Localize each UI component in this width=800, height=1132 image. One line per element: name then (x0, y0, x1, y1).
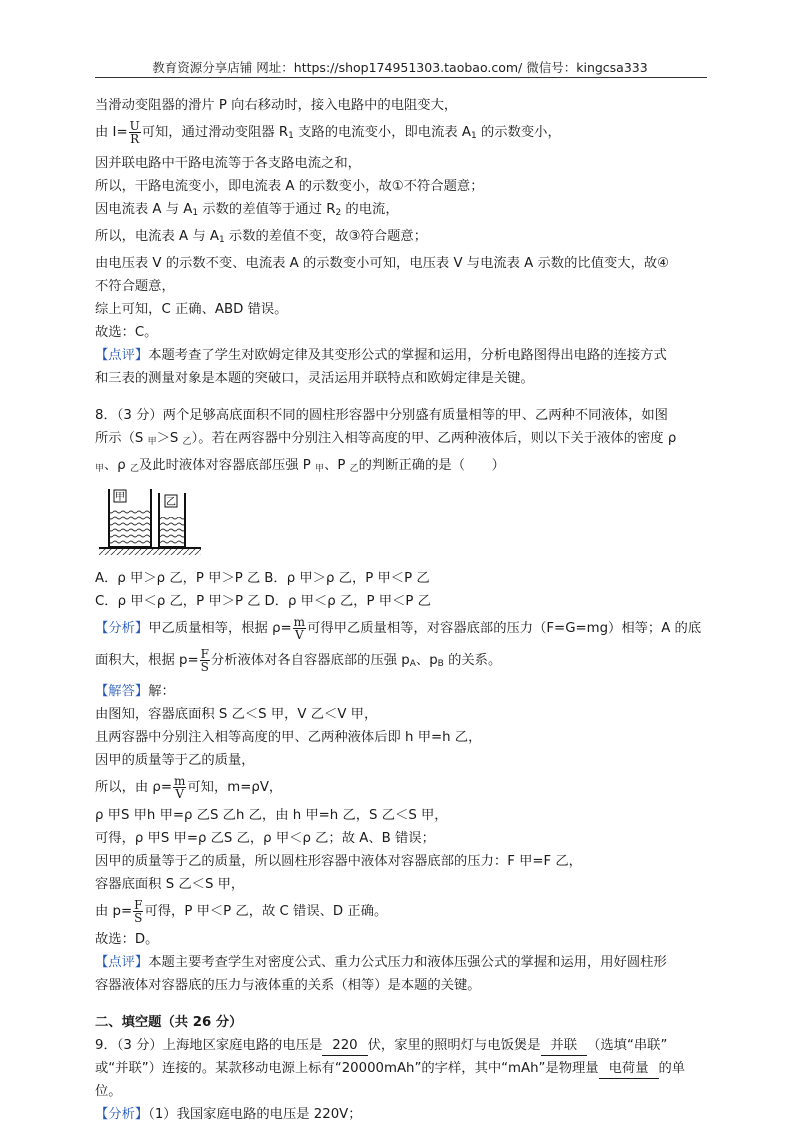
q8-options-row (95, 567, 707, 590)
q8-solution: 故选：D。 (95, 932, 159, 947)
document-body (95, 94, 707, 1126)
q9-stem: 9．（3 分）上海地区家庭电路的电压是 220 伏，家里的照明灯与电饭煲是 并联 （选填“串联” (95, 1034, 707, 1057)
q7-line: 所以，电流表 A 与 $A_1$ 示数的差值不变，故③符合题意； (95, 229, 427, 245)
q8-solution: 容器底面积 S 乙＜S 甲， (95, 877, 245, 892)
liquid-jia (109, 509, 151, 547)
q7-line: 所以，干路电流变小，即电流表 A 的示数变小，故①不符合题意； (95, 179, 484, 194)
header-divider (95, 77, 707, 78)
label-jia: 甲 (115, 492, 125, 503)
answer-blank: 并联 (541, 1037, 588, 1056)
containers-figure (97, 485, 707, 561)
q7-line: 不符合题意， (95, 279, 175, 294)
label-yi: 乙 (166, 497, 176, 508)
q7-line: 因电流表 A 与 $A_1$ 示数的差值等于通过 $R_2$ 的电流， (95, 202, 399, 218)
analysis-tag: 【分析】 (95, 1107, 149, 1122)
q8-solution: 【解答】解： (95, 684, 175, 699)
q7-comment: 【点评】本题考查了学生对欧姆定律及其变形公式的掌握和运用，分析电路图得出电路的连接方式 (95, 348, 667, 363)
fraction: $\frac{m}{V}$ (293, 614, 306, 642)
ground-hatch (99, 549, 201, 555)
fraction: $\frac{U}{R}$ (129, 118, 140, 146)
q7-comment: 和三表的测量对象是本题的突破口，灵活运用并联特点和欧姆定律是关键。 (95, 371, 534, 386)
answer-blank: 电荷量 (599, 1060, 659, 1079)
option-b: B．ρ 甲＞ρ 乙，P 甲＜P 乙 (264, 571, 430, 586)
q8-stem: $_甲$、ρ $_乙$及此时液体对容器底部压强 P $_甲$、P $_乙$的判断正确的是（ ） (95, 458, 505, 474)
fraction: $\frac{F}{S}$ (200, 646, 209, 674)
q8-stem: 8．（3 分）两个足够高底面积不同的圆柱形容器中分别盛有质量相等的甲、乙两种不同液体，如图 (95, 408, 668, 423)
q7-line: 由电压表 V 的示数不变、电流表 A 的示数变小可知，电压表 V 与电流表 A 示数的比值变大，故④ (95, 256, 670, 271)
solution-tag: 【解答】 (95, 684, 149, 699)
q7-line: 当滑动变阻器的滑片 P 向右移动时，接入电路中的电阻变大， (95, 98, 458, 113)
analysis-tag: 【分析】 (95, 621, 149, 636)
option-a: A．ρ 甲＞ρ 乙，P 甲＞P 乙 (95, 571, 261, 586)
q9-analysis: 【分析】（1）我国家庭电路的电压是 220V； (95, 1107, 362, 1122)
liquid-yi (159, 517, 185, 547)
comment-tag: 【点评】 (95, 955, 149, 970)
q8-comment: 容器液体对容器底的压力与液体重的关系（相等）是本题的关键。 (95, 978, 481, 993)
page-header: 教育资源分享店铺 网址：https://shop174951303.taobao.com/ 微信号：kingcsa333 (152, 60, 648, 75)
comment-tag: 【点评】 (95, 348, 149, 363)
q8-solution: 所以，由 ρ= $\frac{m}{V}$ 可知，m=ρV， (95, 773, 283, 801)
q8-solution: 由 p= $\frac{F}{S}$ 可得，P 甲＜P 乙，故 C 错误、D 正确。 (95, 897, 388, 925)
q8-analysis: 【分析】甲乙质量相等，根据 ρ= $\frac{m}{V}$ 可得甲乙质量相等，对容器底部的压力（F=G=mg）相等；A 的底 (95, 614, 702, 642)
option-d: D．ρ 甲＜ρ 乙，P 甲＜P 乙 (264, 594, 431, 609)
containers-diagram (97, 485, 207, 557)
q8-comment: 【点评】本题主要考查学生对密度公式、重力公式压力和液体压强公式的掌握和运用，用好圆柱形 (95, 955, 667, 970)
q8-solution: 因甲的质量等于乙的质量，所以圆柱形容器中液体对容器底部的压力：F 甲=F 乙， (95, 854, 582, 869)
option-c: C．ρ 甲＜ρ 乙，P 甲＞P 乙 (95, 594, 261, 609)
q8-solution: 可得，ρ 甲S 甲=ρ 乙S 乙，ρ 甲＜ρ 乙；故 A、B 错误； (95, 831, 435, 846)
q9-stem: 位。 (95, 1084, 122, 1099)
q8-solution: 因甲的质量等于乙的质量， (95, 753, 255, 768)
q8-solution: 且两容器中分别注入相等高度的甲、乙两种液体后即 h 甲=h 乙， (95, 730, 482, 745)
q9-stem: 或“并联”）连接的。某款移动电源上标有“20000mAh”的字样，其中“mAh”是物理量 电荷量 的单 (95, 1057, 707, 1080)
fraction: $\frac{F}{S}$ (134, 897, 143, 925)
q8-stem: 所示（S $_甲$＞S $_乙$）。若在两容器中分别注入相等高度的甲、乙两种液体后，则以下关于液体的密度 ρ (95, 431, 677, 447)
answer-blank: 220 (322, 1037, 367, 1056)
section-title: 二、填空题（共 26 分） (95, 1015, 243, 1030)
q8-solution: ρ 甲S 甲h 甲=ρ 乙S 乙h 乙，由 h 甲=h 乙，S 乙＜S 甲， (95, 808, 448, 823)
q8-solution: 由图知，容器底面积 S 乙＜S 甲，V 乙＜V 甲， (95, 707, 378, 722)
q7-line: 综上可知，C 正确、ABD 错误。 (95, 302, 288, 317)
q7-line: 故选：C。 (95, 325, 158, 340)
fraction: $\frac{m}{V}$ (174, 773, 186, 801)
q8-options-row (95, 590, 707, 613)
q7-line: 因并联电路中干路电流等于各支路电流之和， (95, 156, 361, 171)
q7-line: 由 I= $\frac{U}{R}$ 可知，通过滑动变阻器 $R_1$ 支路的电流变小，即电流表 $A_1$ 的示数变小， (95, 118, 561, 146)
q8-analysis: 面积大，根据 p= $\frac{F}{S}$ 分析液体对各自容器底部的压强 $p_A$、$p_B$ 的关系。 (95, 646, 502, 674)
